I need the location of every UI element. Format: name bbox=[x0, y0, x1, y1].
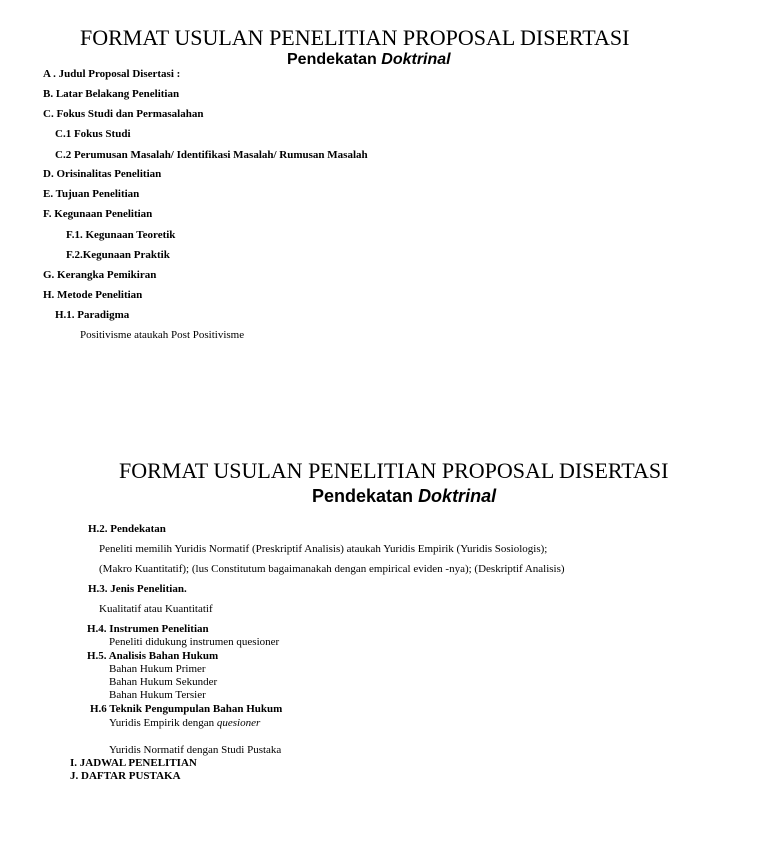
item-c1: C.1 Fokus Studi bbox=[55, 128, 131, 140]
item-h1-text: Positivisme ataukah Post Positivisme bbox=[80, 329, 245, 341]
page2-title: FORMAT USULAN PENELITIAN PROPOSAL DISERTASI bbox=[119, 458, 669, 483]
item-f: F. Kegunaan Penelitian bbox=[43, 208, 153, 220]
item-h2-line1: Peneliti memilih Yuridis Normatif (Preskriptif Analisis) ataukah Yuridis Empirik (Yuridis Sosiologis); bbox=[99, 543, 548, 555]
item-h2-line2: (Makro Kuantitatif); (lus Constitutum bagaimanakah dengan empirical eviden -nya); (Deskriptif Analisis) bbox=[99, 563, 565, 575]
subtitle-prefix: Pendekatan bbox=[287, 51, 377, 68]
item-d: D. Orisinalitas Penelitian bbox=[43, 168, 162, 180]
h6-1-text: Yuridis Empirik dengan bbox=[109, 717, 217, 729]
item-h6: H.6 Teknik Pengumpulan Bahan Hukum bbox=[90, 703, 283, 715]
item-g: G. Kerangka Pemikiran bbox=[43, 269, 157, 281]
item-h6-2: Yuridis Normatif dengan Studi Pustaka bbox=[109, 744, 282, 756]
subtitle-emphasis: Doktrinal bbox=[381, 51, 451, 68]
h6-1-emphasis: quesioner bbox=[216, 717, 261, 729]
item-f2: F.2.Kegunaan Praktik bbox=[66, 249, 170, 261]
item-h: H. Metode Penelitian bbox=[43, 289, 143, 301]
item-i: I. JADWAL PENELITIAN bbox=[70, 757, 197, 769]
subtitle-prefix: Pendekatan bbox=[312, 486, 414, 506]
subtitle-emphasis: Doktrinal bbox=[418, 486, 497, 506]
item-h6-1 bbox=[109, 717, 260, 729]
item-j: J. DAFTAR PUSTAKA bbox=[70, 770, 181, 782]
item-e: E. Tujuan Penelitian bbox=[43, 188, 140, 200]
item-h4: H.4. Instrumen Penelitian bbox=[87, 623, 209, 635]
page1-subtitle bbox=[287, 51, 451, 69]
item-a: A . Judul Proposal Disertasi : bbox=[43, 68, 181, 80]
item-c: C. Fokus Studi dan Permasalahan bbox=[43, 108, 204, 120]
page2-subtitle bbox=[312, 486, 496, 507]
item-h2: H.2. Pendekatan bbox=[88, 523, 166, 535]
item-c2: C.2 Perumusan Masalah/ Identifikasi Masalah/ Rumusan Masalah bbox=[55, 149, 368, 161]
item-h3-text: Kualitatif atau Kuantitatif bbox=[99, 603, 213, 615]
item-h5-2: Bahan Hukum Sekunder bbox=[109, 676, 218, 688]
page1-title: FORMAT USULAN PENELITIAN PROPOSAL DISERTASI bbox=[80, 25, 630, 50]
item-h5: H.5. Analisis Bahan Hukum bbox=[87, 650, 219, 662]
item-h3: H.3. Jenis Penelitian. bbox=[88, 583, 187, 595]
item-h5-3: Bahan Hukum Tersier bbox=[109, 689, 206, 701]
item-f1: F.1. Kegunaan Teoretik bbox=[66, 229, 176, 241]
item-h5-1: Bahan Hukum Primer bbox=[109, 663, 206, 675]
item-h4-text: Peneliti didukung instrumen quesioner bbox=[109, 636, 280, 648]
item-h1: H.1. Paradigma bbox=[55, 309, 130, 321]
item-b: B. Latar Belakang Penelitian bbox=[43, 88, 180, 100]
